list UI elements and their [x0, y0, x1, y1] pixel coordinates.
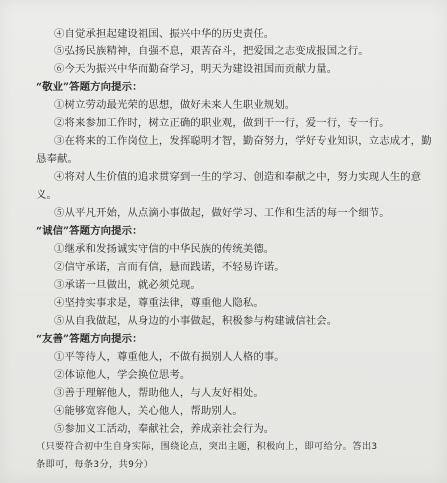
text-line: ④坚持实事求是，尊重法律，尊重他人隐私。 — [54, 297, 264, 309]
text-line: ②体谅他人，学会换位思考。 — [54, 369, 191, 381]
scoring-note: （只要符合初中生自身实际，围绕论点，突出主题，积极向上，即可给分。答出3 — [36, 441, 378, 452]
text-line-continued: 恳奉献。 — [36, 153, 78, 165]
section-heading-chengxin: “诚信”答题方向提示： — [36, 225, 143, 237]
text-line: ⑤从自我做起，从身边的小事做起，积极参与构建诚信社会。 — [54, 315, 338, 327]
text-line-continued: 义。 — [36, 189, 57, 201]
text-line: ③承诺一旦做出，就必须兑现。 — [54, 279, 201, 291]
text-line: ⑤从平凡开始，从点滴小事做起，做好学习、工作和生活的每一个细节。 — [54, 207, 390, 219]
text-line: ①继承和发扬诚实守信的中华民族的传统美德。 — [54, 243, 275, 255]
text-line: ⑤参加义工活动，奉献社会，养成亲社会行为。 — [54, 423, 275, 435]
text-line: ①平等待人，尊重他人，不做有损别人人格的事。 — [54, 351, 285, 363]
text-line: ④将对人生价值的追求贯穿到一生的学习、创造和奉献之中，努力实现人生的意 — [54, 171, 422, 183]
text-line: ②将来参加工作时，树立正确的职业观，做到干一行，爱一行，专一行。 — [54, 117, 390, 129]
scoring-note-continued: 条即可，每条3分，共9分） — [36, 459, 154, 470]
text-line: ②信守承诺，言而有信，悬而践诺，不轻易许诺。 — [54, 261, 285, 273]
section-heading-jingye: “敬业”答题方向提示： — [36, 81, 143, 93]
section-heading-youshan: “友善”答题方向提示： — [36, 333, 143, 345]
text-line: ⑤弘扬民族精神，自强不息，艰苦奋斗，把爱国之志变成报国之行。 — [54, 45, 369, 57]
text-line: ④自觉承担起建设祖国、振兴中华的历史责任。 — [54, 28, 275, 40]
text-line: ⑥今天为振兴中华而勤奋学习，明天为建设祖国而贡献力量。 — [54, 63, 338, 75]
text-line: ④能够宽容他人，关心他人，帮助别人。 — [54, 405, 243, 417]
text-line: ③在将来的工作岗位上，发挥聪明才智，勤奋努力，学好专业知识，立志成才，勤 — [54, 135, 432, 147]
text-line: ①树立劳动最光荣的思想，做好未来人生职业规划。 — [54, 99, 296, 111]
text-line: ③善于理解他人，帮助他人，与人友好相处。 — [54, 387, 264, 399]
